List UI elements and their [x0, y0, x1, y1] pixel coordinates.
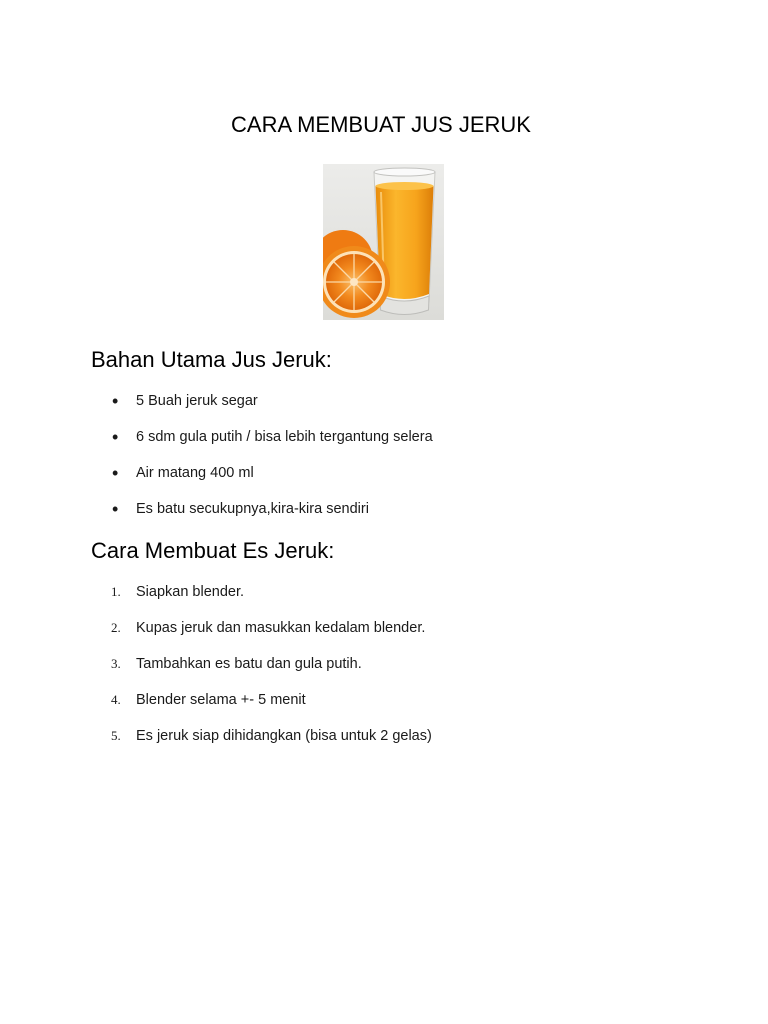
ingredient-text: 6 sdm gula putih / bisa lebih tergantung selera	[136, 429, 433, 445]
step-number: 3.	[111, 656, 121, 671]
list-item	[0, 725, 700, 761]
bullet-marker: •	[112, 427, 119, 447]
step-number: 1.	[111, 584, 121, 599]
ingredient-text: Es batu secukupnya,kira-kira sendiri	[136, 501, 369, 517]
ingredient-text: Air matang 400 ml	[136, 465, 254, 481]
step-number: 5.	[111, 728, 121, 743]
ingredients-list	[0, 390, 700, 534]
bullet-marker: •	[112, 499, 119, 519]
list-item	[0, 689, 700, 725]
orange-juice-photo	[323, 164, 444, 320]
list-item	[0, 390, 700, 426]
list-item	[0, 581, 700, 617]
bullet-marker: •	[112, 463, 119, 483]
list-item	[0, 617, 700, 653]
list-item	[0, 426, 700, 462]
bullet-marker: •	[112, 391, 119, 411]
step-text: Siapkan blender.	[136, 584, 245, 600]
list-item	[0, 653, 700, 689]
step-text: Tambahkan es batu dan gula putih.	[136, 656, 362, 672]
step-text: Es jeruk siap dihidangkan (bisa untuk 2 gelas)	[136, 728, 432, 744]
step-text: Blender selama +- 5 menit	[136, 692, 306, 708]
step-number: 4.	[111, 692, 121, 707]
list-item	[0, 498, 700, 534]
document-title: CARA MEMBUAT JUS JERUK	[231, 112, 531, 137]
step-number: 2.	[111, 620, 121, 635]
ingredients-heading: Bahan Utama Jus Jeruk:	[91, 347, 332, 372]
ingredient-text: 5 Buah jeruk segar	[136, 393, 258, 409]
steps-heading: Cara Membuat Es Jeruk:	[91, 538, 335, 563]
step-text: Kupas jeruk dan masukkan kedalam blender.	[136, 620, 426, 636]
list-item	[0, 462, 700, 498]
steps-list	[0, 581, 700, 761]
